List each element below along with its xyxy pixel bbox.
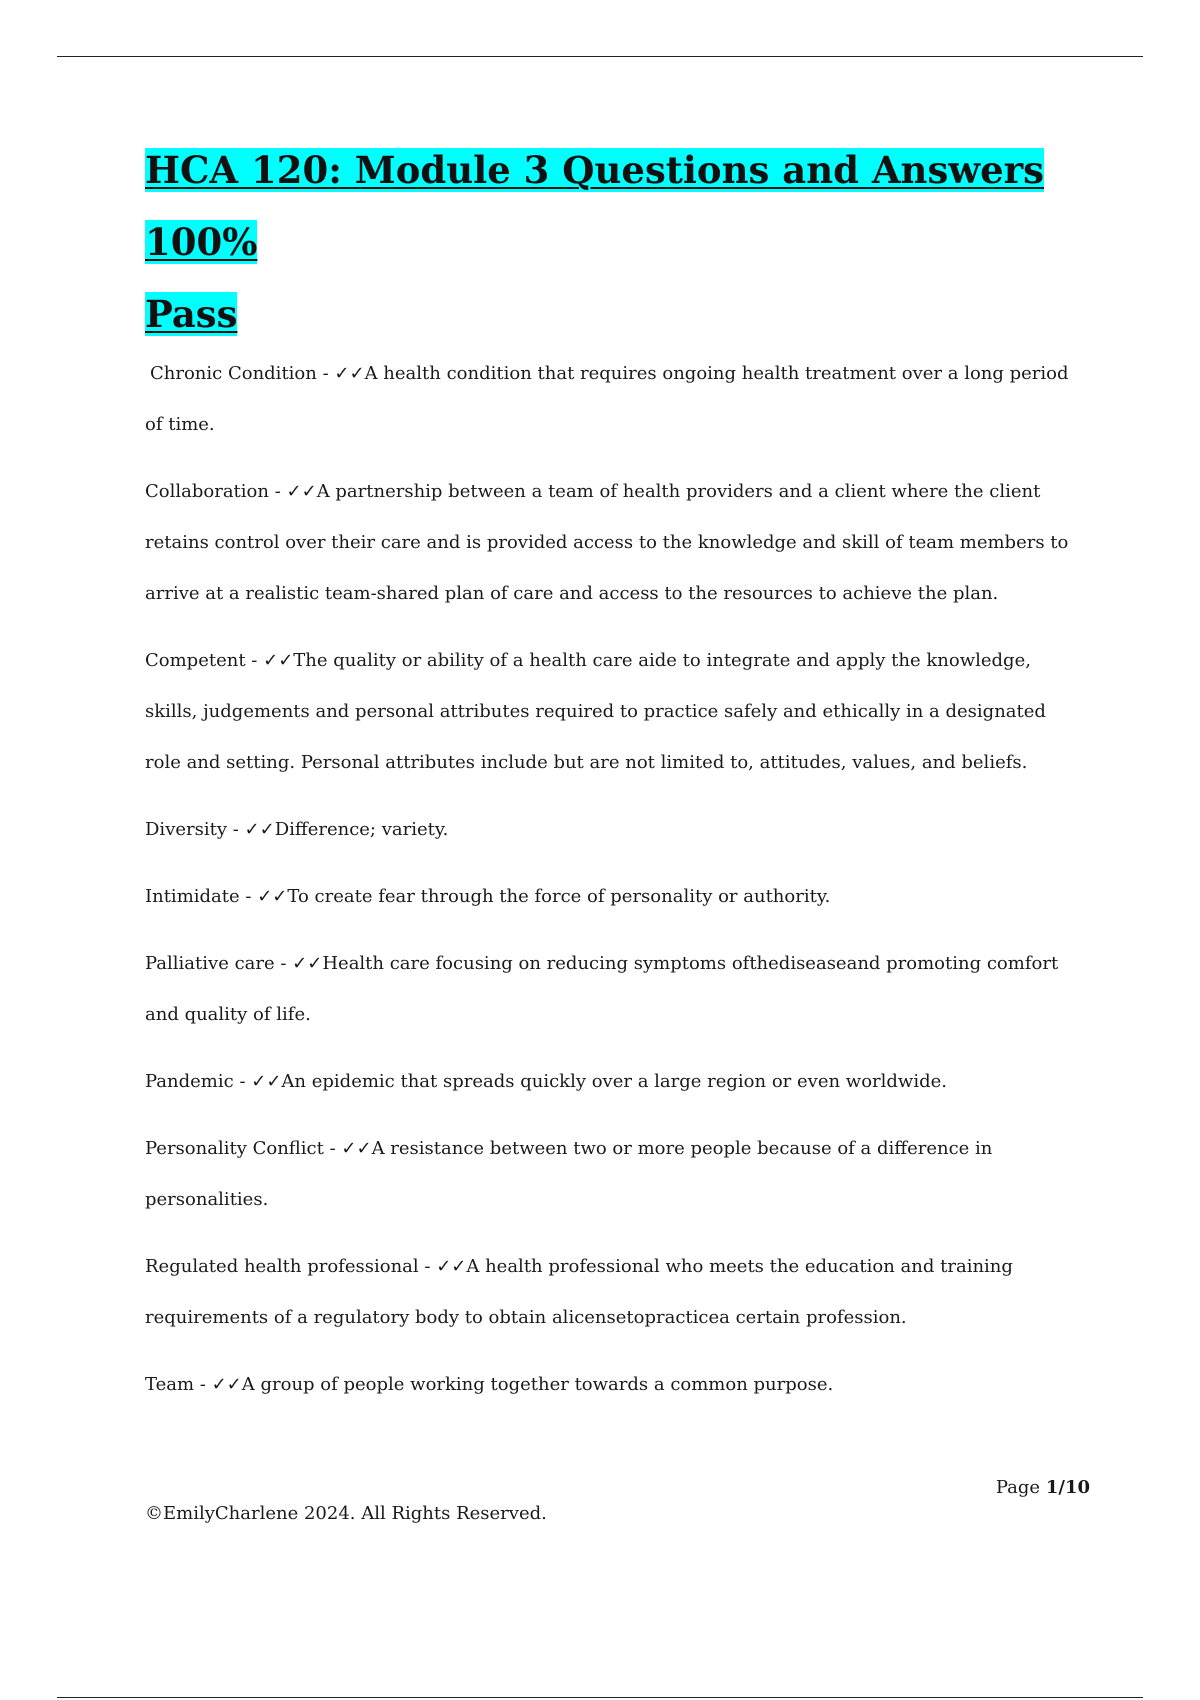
entry-term: Team <box>145 1374 195 1395</box>
entry-term: Collaboration <box>145 481 269 502</box>
title-line-1: HCA 120: Module 3 Questions and Answers 100% <box>145 148 1045 264</box>
double-check-icon: ✓✓ <box>436 1256 467 1277</box>
double-check-icon: ✓✓ <box>334 363 365 384</box>
glossary-entry-palliative-care: Palliative care - ✓✓Health care focusing on reducing symptoms ofthediseaseand promoting comfort and quality of life. <box>145 953 1059 1025</box>
entry-term: Palliative care <box>145 953 275 974</box>
entry-term: Diversity <box>145 819 228 840</box>
glossary-entry-diversity: Diversity - ✓✓Difference; variety. <box>145 819 449 840</box>
entry-term: Competent <box>145 650 246 671</box>
copyright-notice: ©EmilyCharlene 2024. All Rights Reserved. <box>145 1503 547 1524</box>
entry-term: Intimidate <box>145 886 240 907</box>
entry-definition: Health care focusing on reducing symptoms ofthediseaseand promoting comfort and quality of life. <box>145 953 1059 1025</box>
double-check-icon: ✓✓ <box>211 1374 242 1395</box>
top-rule <box>57 56 1143 57</box>
entry-definition: A partnership between a team of health providers and a client where the client retains control over their care and is provided access to the knowledge and skill of team members to arrive at a realistic team-shared plan of care and access to the resources to achieve the plan. <box>145 481 1069 604</box>
double-check-icon: ✓✓ <box>341 1138 372 1159</box>
glossary-entry-personality-conflict: Personality Conflict - ✓✓A resistance between two or more people because of a difference in personalities. <box>145 1138 993 1210</box>
entry-term: Chronic Condition <box>150 363 317 384</box>
glossary-entry-regulated-health-professional: Regulated health professional - ✓✓A health professional who meets the education and training requirements of a regulatory body to obtain alicensetopracticea certain profession. <box>145 1256 1013 1328</box>
glossary-entry-collaboration: Collaboration - ✓✓A partnership between a team of health providers and a client where the client retains control over their care and is provided access to the knowledge and skill of team members to arrive at a realistic team-shared plan of care and access to the resources to achieve the plan. <box>145 481 1069 604</box>
double-check-icon: ✓✓ <box>292 953 323 974</box>
page-number: Page 1/10 <box>995 1477 1090 1498</box>
page-total: 10 <box>1064 1477 1090 1498</box>
glossary-list <box>145 348 1085 1426</box>
title-line-2: Pass <box>145 292 238 336</box>
glossary-entry-intimidate: Intimidate - ✓✓To create fear through the force of personality or authority. <box>145 886 831 907</box>
double-check-icon: ✓✓ <box>251 1071 282 1092</box>
double-check-icon: ✓✓ <box>263 650 294 671</box>
entry-definition: To create fear through the force of personality or authority. <box>287 886 831 907</box>
double-check-icon: ✓✓ <box>286 481 317 502</box>
page-label: Page <box>995 1477 1041 1498</box>
entry-definition: A health condition that requires ongoing health treatment over a long period of time. <box>145 363 1069 435</box>
double-check-icon: ✓✓ <box>257 886 288 907</box>
glossary-entry-pandemic: Pandemic - ✓✓An epidemic that spreads quickly over a large region or even worldwide. <box>145 1071 947 1092</box>
entry-term: Personality Conflict <box>145 1138 324 1159</box>
glossary-entry-competent: Competent - ✓✓The quality or ability of a health care aide to integrate and apply the knowledge, skills, judgements and personal attributes required to practice safely and ethically in a designated role and setting. Personal attributes include but are not limited to, attitudes, values, and beliefs. <box>145 650 1046 773</box>
bottom-rule <box>57 1697 1143 1698</box>
double-check-icon: ✓✓ <box>244 819 275 840</box>
page-current: 1 <box>1045 1477 1059 1498</box>
entry-definition: A resistance between two or more people because of a difference in personalities. <box>145 1138 993 1210</box>
entry-definition: The quality or ability of a health care aide to integrate and apply the knowledge, skills, judgements and personal attributes required to practice safely and ethically in a designated role and setting. Personal attributes include but are not limited to, attitudes, values, and beliefs. <box>145 650 1046 773</box>
document-title <box>145 134 1095 350</box>
entry-definition: An epidemic that spreads quickly over a large region or even worldwide. <box>281 1071 947 1092</box>
entry-definition: Difference; variety. <box>274 819 449 840</box>
entry-definition: A health professional who meets the education and training requirements of a regulatory body to obtain alicensetopracticea certain profession. <box>145 1256 1013 1328</box>
entry-term: Pandemic <box>145 1071 234 1092</box>
glossary-entry-chronic-condition: Chronic Condition - ✓✓A health condition that requires ongoing health treatment over a long period of time. <box>145 363 1069 435</box>
entry-definition: A group of people working together towards a common purpose. <box>241 1374 834 1395</box>
entry-term: Regulated health professional <box>145 1256 419 1277</box>
glossary-entry-team: Team - ✓✓A group of people working together towards a common purpose. <box>145 1374 834 1395</box>
